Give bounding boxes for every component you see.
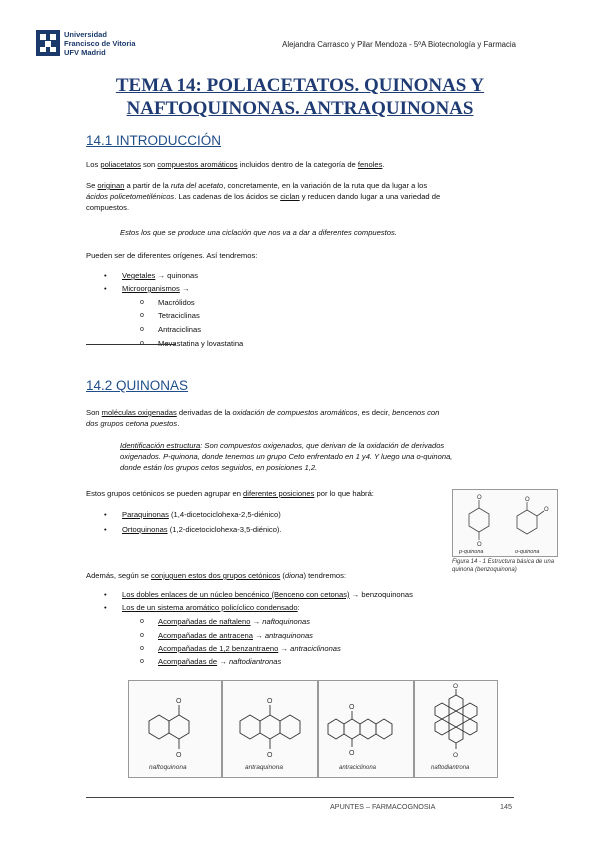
- circle-bullet-icon: o: [140, 645, 144, 652]
- text-run: diferentes posiciones: [243, 489, 315, 498]
- text-run: .: [177, 419, 180, 428]
- naftodiantrona-figure: [414, 680, 498, 778]
- text-run: incluidos dentro de la categoría de: [237, 160, 358, 169]
- text-line: oxigenados. P-quinona, donde tenemos un grupo Ceto enfrentado en 1 y4. Y luego una o-quinona,: [120, 452, 453, 461]
- antraquinona-figure: [222, 680, 318, 778]
- atom-label: O: [453, 683, 459, 690]
- antraquinona-label: antraquinona: [245, 764, 283, 771]
- text-run: Los de un sistema aromático policíclico condensado: [122, 603, 298, 612]
- footer-course: APUNTES – FARMACOGNOSIA: [330, 802, 436, 811]
- text-run: por lo que habrá:: [314, 489, 374, 498]
- antraciclinona-figure: [318, 680, 414, 778]
- sub-item: o Antraciclinas: [140, 325, 202, 334]
- sub-item: o Tetraciclinas: [140, 311, 200, 320]
- text-run: Paraquinonas: [122, 510, 169, 519]
- text-run: Acompañadas de naftaleno: [158, 617, 251, 626]
- bullet-ortoquinonas: [104, 524, 282, 535]
- naftoquinona-figure: [128, 680, 222, 778]
- text-run: Estos grupos cetónicos se pueden agrupar en: [86, 489, 244, 498]
- text-run: →: [179, 284, 190, 293]
- atom-label: O: [477, 542, 482, 548]
- sub-item: [140, 643, 341, 654]
- quinonas-paragraph-1: [86, 407, 514, 429]
- naftoquinona-structure-icon: [129, 681, 221, 777]
- text-run: Además, según se: [86, 571, 152, 580]
- text-line: donde están los grupos cetos seguidos, en posiciones 1,2.: [120, 463, 318, 472]
- circle-bullet-icon: o: [140, 312, 144, 319]
- text-run: ) tendremos:: [303, 571, 347, 580]
- antraciclinona-label: antraciclinona: [339, 765, 377, 771]
- text-run: Acompañadas de antracena: [158, 631, 253, 640]
- groups-line: [86, 488, 426, 499]
- atom-label: O: [349, 750, 355, 757]
- logo-line-3: UFV Madrid: [64, 48, 106, 57]
- intro-note: Estos los que se produce una ciclación que nos va a dar a diferentes compuestos.: [120, 228, 397, 237]
- university-logo: [36, 30, 146, 58]
- logo-line-1: Universidad: [64, 30, 107, 39]
- sub-item: o Mevastatina y lovastatina: [140, 339, 244, 348]
- page-number: 145: [500, 802, 512, 811]
- quinone-figure-caption: Figura 14 - 1 Estructura básica de una quinona (benzoquinona): [452, 559, 555, 573]
- text-run: Vegetales: [122, 271, 156, 280]
- text-run: ácidos policetometilénicos: [86, 192, 175, 201]
- logo-line-2: Francisco de Vitoria: [64, 39, 136, 48]
- text-run: moléculas oxigenadas: [101, 408, 177, 417]
- text-run: bencenos con: [392, 408, 440, 417]
- text-run: (: [280, 571, 285, 580]
- atom-label: O: [544, 507, 549, 513]
- text-line: [86, 418, 514, 429]
- text-run: ruta del acetato: [170, 181, 224, 190]
- circle-bullet-icon: o: [140, 632, 144, 639]
- text-run: :: [297, 603, 300, 612]
- text-run: Se: [86, 181, 98, 190]
- intro-paragraph-2: [86, 180, 514, 213]
- text-run: Acompañadas de: [158, 657, 218, 666]
- atom-label: O: [176, 752, 182, 759]
- text-run: antraciclinonas: [290, 644, 341, 653]
- section-divider: [86, 344, 176, 345]
- text-run: derivadas de la: [176, 408, 233, 417]
- identification-note: [120, 440, 514, 473]
- naftodiantrona-structure-icon: [415, 681, 497, 777]
- quinone-structure-figure: [452, 489, 558, 557]
- text-run: antraquinonas: [264, 631, 313, 640]
- text-run: Los dobles enlaces de un núcleo bencénico (Benceno con cetonas): [122, 590, 350, 599]
- o-quinona-label: o-quinona: [515, 549, 540, 555]
- atom-label: O: [525, 497, 530, 503]
- naftodiantrona-label: naftodiantrona: [431, 765, 470, 771]
- origins-line: Pueden ser de diferentes orígenes. Así tendremos:: [86, 251, 258, 260]
- bullet-benzoquinonas: [104, 589, 413, 600]
- page-title: [80, 74, 520, 120]
- quinone-structures-icon: [453, 490, 557, 556]
- text-run: poliacetatos: [100, 160, 141, 169]
- atom-label: O: [477, 495, 482, 501]
- title-line-2: NAFTOQUINONAS. ANTRAQUINONAS: [126, 98, 474, 119]
- text-run: dos grupos cetona puestos: [86, 419, 178, 428]
- text-run: y reducen dando lugar a una variedad de: [299, 192, 441, 201]
- sub-item: [140, 656, 281, 667]
- text-run: naftoquinonas: [262, 617, 311, 626]
- text-run: : Son compuestos oxigenados, que derivan de la oxidación de derivados: [200, 441, 445, 450]
- atom-label: O: [453, 752, 459, 759]
- text-run: , concretamente, en la variación de la ruta que da lugar a los: [223, 181, 428, 190]
- text-line: [120, 440, 514, 451]
- footer-divider: [86, 797, 514, 798]
- circle-bullet-icon: o: [140, 340, 144, 347]
- section-heading-quinonas: 14.2 QUINONAS: [86, 378, 189, 393]
- text-run: .: [382, 160, 385, 169]
- text-run: →: [278, 644, 291, 653]
- text-line: [86, 407, 514, 418]
- atom-label: O: [267, 698, 273, 705]
- logo-mark-icon: [36, 30, 60, 56]
- text-run: son: [140, 160, 158, 169]
- circle-bullet-icon: o: [140, 299, 144, 306]
- bullet-paraquinonas: [104, 509, 281, 520]
- intro-paragraph-1: [86, 159, 514, 170]
- text-run: . Las cadenas de los ácidos se: [174, 192, 281, 201]
- text-run: →: [250, 617, 263, 626]
- text-run: Son: [86, 408, 102, 417]
- text-run: a partir de la: [124, 181, 171, 190]
- text-run: →: [253, 631, 265, 640]
- bullet-microorganismos: [104, 283, 190, 294]
- text-run: oxidación de compuestos aromáticos: [232, 408, 358, 417]
- text-run: Acompañadas de 1,2 benzantraeno: [158, 644, 279, 653]
- naftoquinona-label: naftoquinona: [149, 764, 187, 771]
- atom-label: O: [267, 752, 273, 759]
- text-line: compuestos.: [86, 203, 130, 212]
- text-run: (1,4-dicetociclohexa-2,5-diénico): [168, 510, 281, 519]
- text-run: → benzoquinonas: [349, 590, 413, 599]
- text-run: ciclan: [280, 192, 300, 201]
- logo-text: [64, 30, 136, 57]
- text-run: conjuguen estos dos grupos cetónicos: [151, 571, 281, 580]
- title-line-1: TEMA 14: POLIACETATOS. QUINONAS Y: [115, 75, 485, 96]
- bullet-policiclico: [104, 602, 300, 613]
- text-run: (1,2-dicetociclohexa-3,5-diénico).: [167, 525, 282, 534]
- text-run: →: [217, 657, 229, 666]
- bullet-vegetales: [104, 270, 198, 281]
- atom-label: O: [349, 704, 355, 711]
- section-heading-intro: 14.1 INTRODUCCIÓN: [86, 133, 222, 148]
- circle-bullet-icon: o: [140, 326, 144, 333]
- text-run: fenoles: [357, 160, 383, 169]
- circle-bullet-icon: o: [140, 658, 144, 665]
- text-run: , es decir,: [357, 408, 393, 417]
- text-run: Identificación estructura: [120, 441, 201, 450]
- text-run: naftodiantronas: [228, 657, 282, 666]
- text-run: Microorganismos: [122, 284, 180, 293]
- p-quinona-label: p-quinona: [459, 549, 484, 555]
- atom-label: O: [176, 698, 182, 705]
- text-run: → quinonas: [155, 271, 198, 280]
- conjugation-line: [86, 570, 426, 581]
- circle-bullet-icon: o: [140, 618, 144, 625]
- text-run: Ortoquinonas: [122, 525, 168, 534]
- antraciclinona-structure-icon: [319, 681, 413, 777]
- text-line: [86, 191, 514, 202]
- header-authors: Alejandra Carrasco y Pilar Mendoza - 5ºA Biotecnología y Farmacia: [282, 40, 516, 49]
- antraquinona-structure-icon: [223, 681, 317, 777]
- sub-item: [140, 630, 313, 641]
- text-line: [86, 180, 514, 191]
- text-run: originan: [97, 181, 125, 190]
- sub-item: [140, 616, 310, 627]
- text-run: compuestos aromáticos: [157, 160, 238, 169]
- text-run: diona: [284, 571, 304, 580]
- text-run: Los: [86, 160, 101, 169]
- sub-item: o Macrólidos: [140, 298, 195, 307]
